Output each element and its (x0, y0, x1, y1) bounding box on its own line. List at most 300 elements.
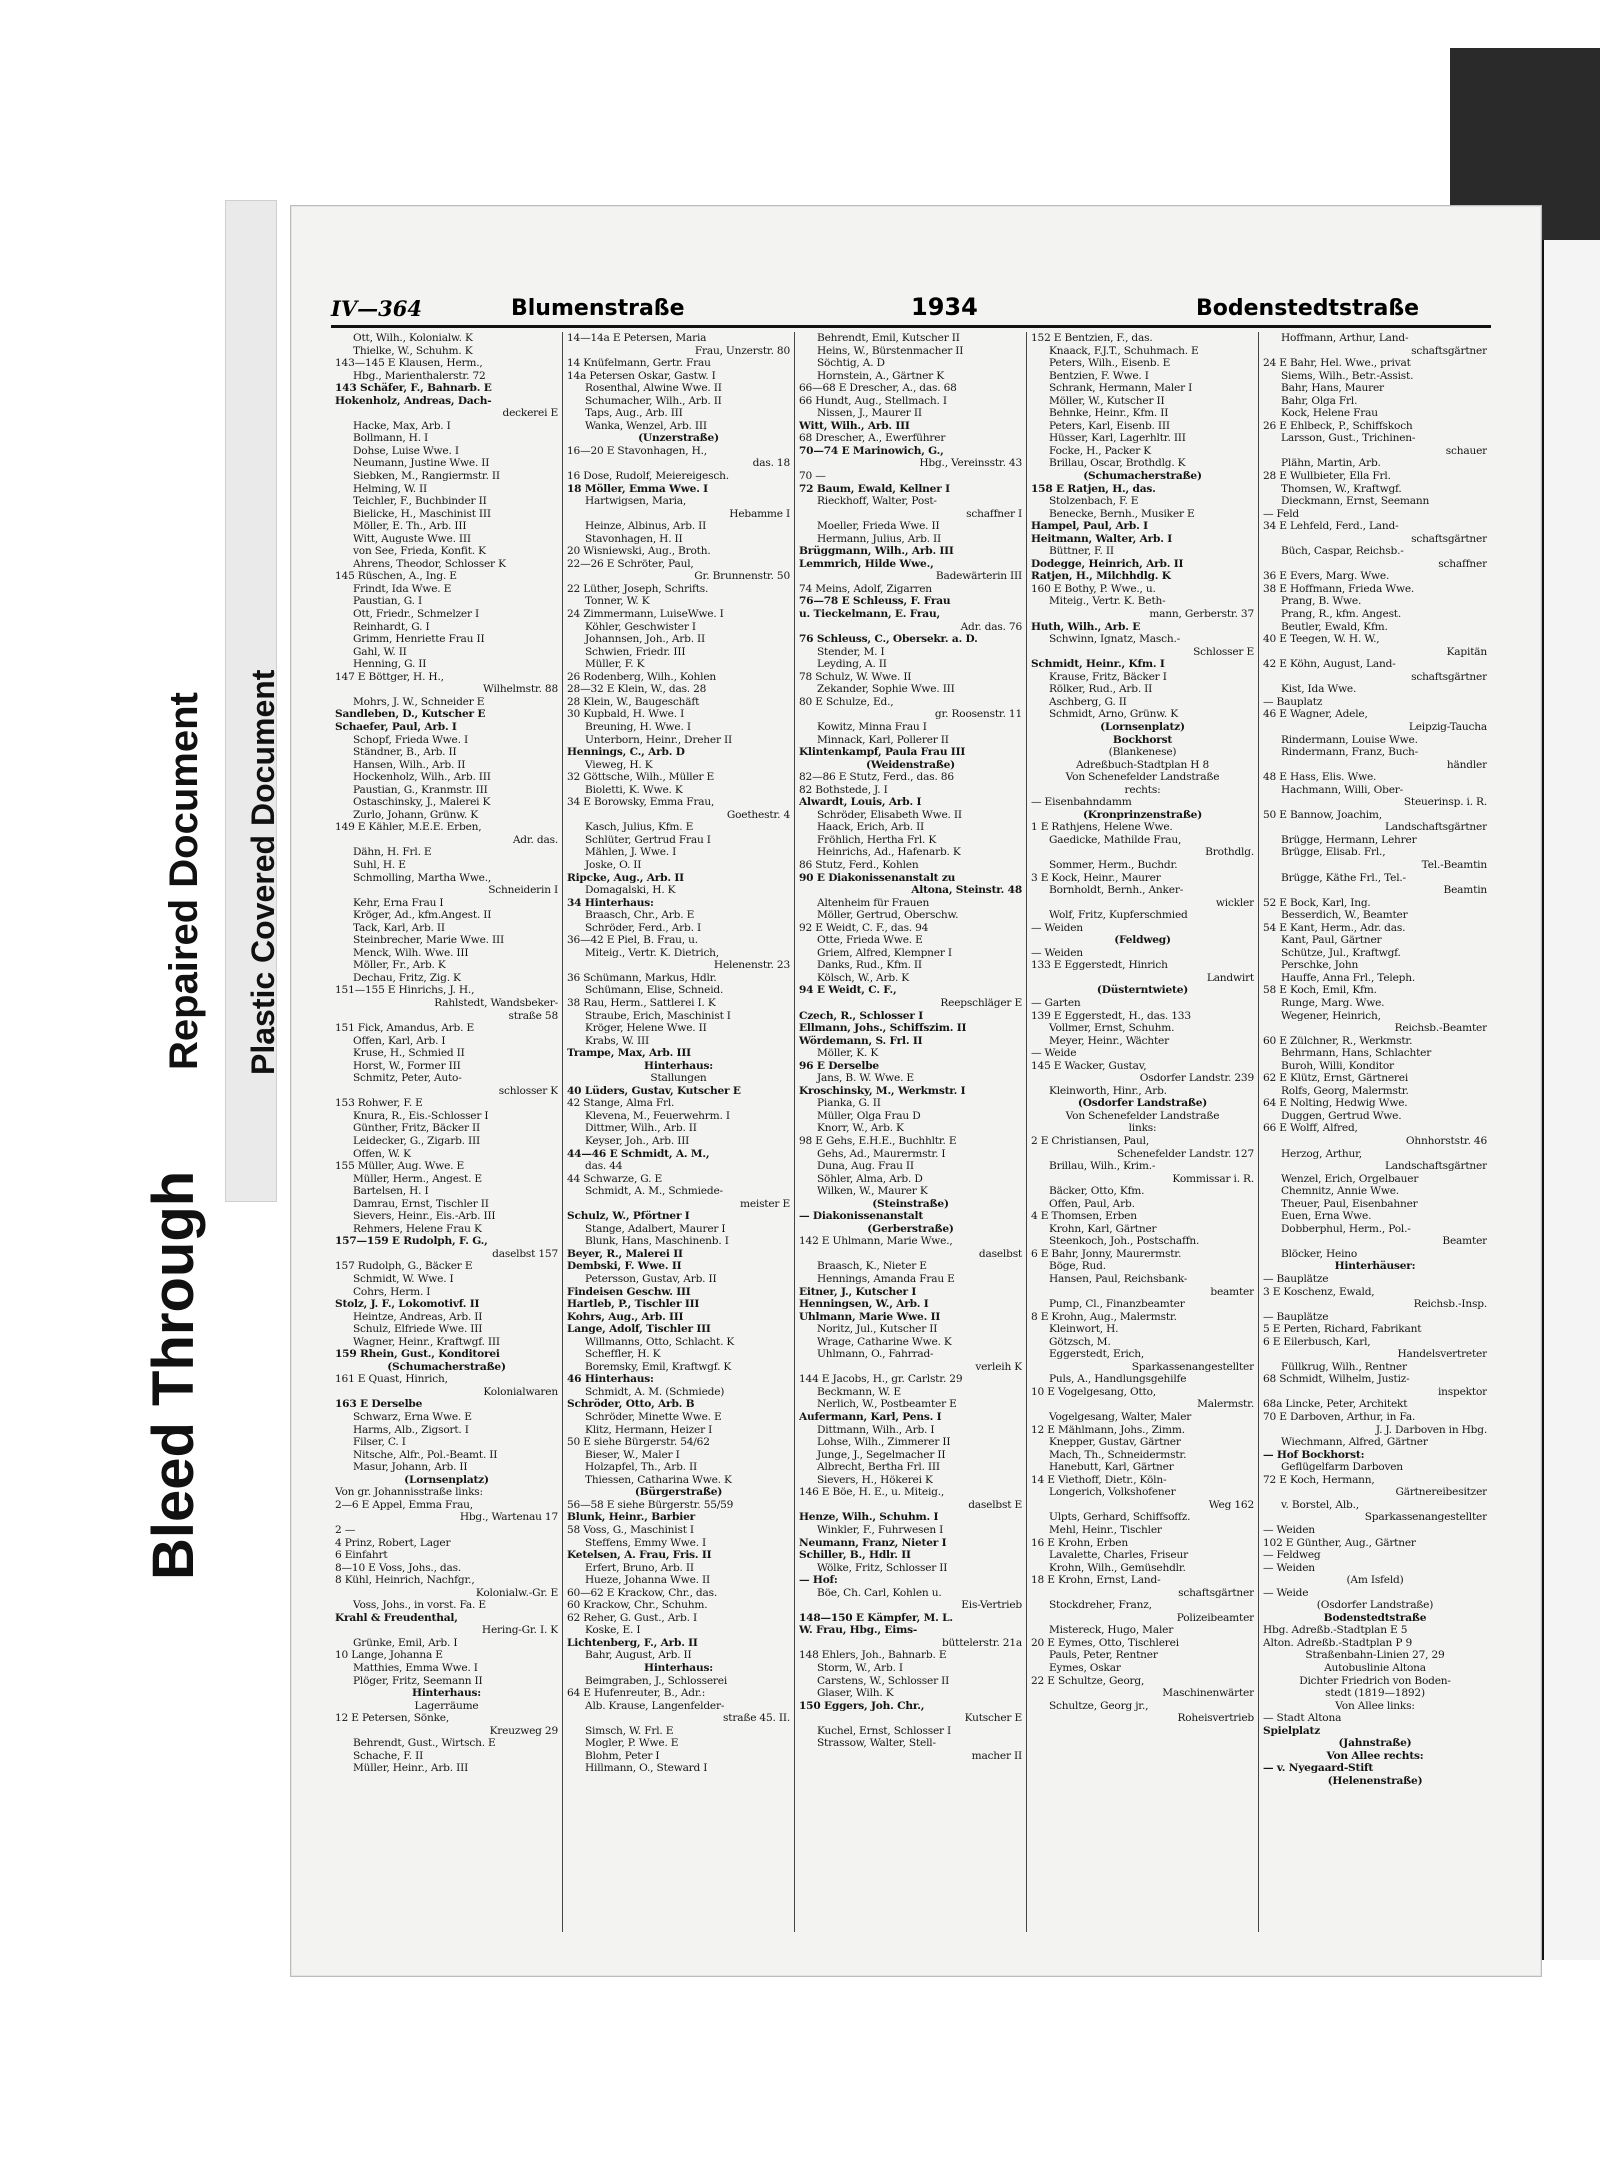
directory-entry: 143 Schäfer, F., Bahnarb. E (335, 382, 492, 395)
directory-entry: — Weiden (1263, 1561, 1315, 1574)
directory-entry: Hillmann, O., Steward I (585, 1762, 708, 1775)
directory-entry: Schmidt, A. M., Schmiede- (585, 1185, 723, 1198)
directory-entry: Kasch, Julius, Kfm. E (585, 821, 694, 834)
directory-entry: Aufermann, Karl, Pens. I (799, 1411, 942, 1424)
directory-entry: Sievers, Heinr., Eis.-Arb. III (353, 1210, 496, 1223)
directory-entry: — Hof: (799, 1574, 838, 1587)
directory-entry: Scheffler, H. K (585, 1348, 661, 1361)
directory-entry: Behnke, Heinr., Kfm. II (1049, 407, 1169, 420)
directory-entry: Leipzig-Taucha (1408, 720, 1487, 733)
directory-entry: 14—14a E Petersen, Maria (567, 332, 707, 344)
directory-entry: Mach, Th., Schneidermstr. (1049, 1448, 1187, 1461)
directory-entry: Harms, Alb., Zigsort. I (353, 1423, 469, 1436)
directory-entry: Nitsche, Alfr., Pol.-Beamt. II (353, 1448, 498, 1461)
directory-entry: straße 58 (508, 1009, 558, 1022)
directory-entry: 8—10 E Voss, Johs., das. (335, 1561, 462, 1574)
directory-entry: Herzog, Arthur, (1281, 1147, 1362, 1160)
directory-entry: 62 E Klütz, Ernst, Gärtnerei (1263, 1072, 1409, 1085)
directory-entry: Storm, W., Arb. I (817, 1661, 903, 1674)
directory-entry: Müller, Herm., Angest. E (353, 1172, 482, 1185)
directory-entry: Peters, Karl, Eisenb. III (1049, 419, 1170, 432)
directory-entry: Menck, Wilh. Wwe. III (353, 946, 469, 959)
directory-entry: Müller, Heinr., Arb. III (353, 1762, 469, 1775)
directory-entry: Alb. Krause, Langenfelder- (585, 1699, 725, 1712)
directory-entry: Gaedicke, Mathilde Frau, (1049, 833, 1182, 846)
directory-entry: 60 E Zülchner, R., Werkmstr. (1263, 1034, 1413, 1047)
directory-entry: Henze, Wilh., Schuhm. I (799, 1511, 939, 1524)
directory-entry: 60—62 E Krackow, Chr., das. (567, 1586, 718, 1599)
directory-entry: Koske, E. I (585, 1624, 641, 1637)
directory-entry: 26 E Ehlbeck, P., Schiffskoch (1263, 419, 1413, 432)
directory-entry: Handelsvertreter (1397, 1348, 1487, 1361)
directory-entry: Ketelsen, A. Frau, Fris. II (567, 1549, 712, 1562)
directory-entry: 50 E Bannow, Joachim, (1263, 808, 1382, 821)
directory-entry: 157 Rudolph, G., Bäcker E (335, 1260, 473, 1273)
directory-entry: Lavalette, Charles, Friseur (1049, 1549, 1188, 1562)
directory-entry: von See, Frieda, Konfit. K (353, 545, 486, 558)
directory-entry: Bollmann, H. I (353, 432, 429, 445)
directory-entry: 148 Ehlers, Joh., Bahnarb. E (799, 1649, 947, 1662)
directory-entry: Krause, Fritz, Bäcker I (1049, 670, 1167, 683)
directory-entry: Stallungen (650, 1072, 707, 1085)
directory-entry: Kleinwort, H. (1049, 1323, 1119, 1336)
directory-entry: 82—86 E Stutz, Ferd., das. 86 (799, 771, 954, 784)
directory-entry: Masur, Johann, Arb. II (353, 1461, 468, 1474)
directory-entry: meister E (739, 1197, 790, 1210)
directory-entry: — Eisenbahndamm (1031, 796, 1132, 809)
directory-entry: Horst, W., Former III (353, 1059, 461, 1072)
directory-entry: Söchtig, A. D (817, 357, 885, 370)
directory-entry: Siebken, M., Rangiermstr. II (353, 470, 500, 483)
directory-entry: Schlüter, Gertrud Frau I (585, 833, 711, 846)
directory-entry: Schröder, Minette Wwe. E (585, 1411, 722, 1424)
directory-entry: Bioletti, K. Wwe. K (585, 783, 683, 796)
directory-entry: Steinbrecher, Marie Wwe. III (353, 934, 504, 947)
directory-entry: — Garten (1031, 996, 1081, 1009)
directory-entry: Schütze, Jul., Kraftwgf. (1281, 946, 1401, 959)
directory-entry: Witt, Auguste Wwe. III (353, 532, 471, 545)
directory-entry: Wanka, Wenzel, Arb. III (585, 419, 707, 432)
directory-entry: Findeisen Geschw. III (567, 1285, 691, 1298)
directory-entry: Kant, Paul, Gärtner (1281, 934, 1382, 947)
directory-entry: Aschberg, G. II (1049, 695, 1127, 708)
directory-entry: Behrendt, Gust., Wirtsch. E (353, 1737, 496, 1750)
directory-entry: Schmolling, Martha Wwe., (353, 871, 492, 884)
directory-entry: 76 Schleuss, C., Obersekr. a. D. (799, 633, 978, 646)
directory-entry: Schache, F. II (353, 1749, 424, 1762)
directory-entry: (Bürgerstraße) (634, 1486, 723, 1499)
directory-entry: 2—6 E Appel, Emma Frau, (335, 1498, 473, 1511)
directory-entry: Ott, Friedr., Schmelzer I (353, 608, 479, 621)
directory-entry: Kohrs, Aug., Arb. III (567, 1310, 684, 1323)
directory-entry: Petersson, Gustav, Arb. II (585, 1273, 717, 1286)
directory-entry: — Bauplatz (1263, 695, 1323, 708)
directory-entry: Plähn, Martin, Arb. (1281, 457, 1381, 470)
directory-entry: 32 Göttsche, Wilh., Müller E (567, 771, 715, 784)
directory-entry: 42 Stange, Alma Frl. (567, 1097, 675, 1110)
directory-entry: Focke, H., Packer K (1049, 444, 1151, 457)
directory-entry: 50 E siehe Bürgerstr. 54/62 (567, 1436, 710, 1449)
directory-entry: 151—155 E Hinrichs, J. H., (335, 984, 475, 997)
directory-entry: Heinrichs, Ad., Hafenarb. K (817, 846, 961, 859)
directory-entry: macher II (971, 1749, 1022, 1762)
directory-entry: 150 Eggers, Joh. Chr., (799, 1699, 925, 1712)
directory-entry: Ahrens, Theodor, Schlosser K (353, 557, 506, 570)
directory-entry: Siems, Wilh., Betr.-Assist. (1281, 369, 1414, 382)
directory-entry: Von gr. Johannisstraße links: (335, 1486, 483, 1499)
directory-entry: Kröger, Helene Wwe. II (585, 1022, 707, 1035)
directory-entry: Huth, Wilh., Arb. E (1031, 620, 1141, 633)
directory-entry: 14a Petersen Oskar, Gastw. I (567, 369, 716, 382)
directory-entry: Zurlo, Johann, Grünw. K (353, 808, 478, 821)
column-5 (1259, 332, 1491, 1932)
directory-entry: 80 E Schulze, Ed., (799, 695, 894, 708)
directory-entry: Krohn, Wilh., Gemüsehdlr. (1049, 1561, 1186, 1574)
directory-entry: Gahl, W. II (353, 645, 407, 658)
directory-entry: Altenheim für Frauen (817, 896, 930, 909)
directory-entry: Paustian, G. I (353, 595, 422, 608)
directory-entry: 68a Lincke, Peter, Architekt (1263, 1398, 1408, 1411)
directory-entry: Eymes, Oskar (1049, 1661, 1121, 1674)
directory-entry: (Weidenstraße) (866, 758, 955, 771)
directory-entry: Eitner, J., Kutscher I (799, 1285, 917, 1298)
directory-entry: Adr. das. (512, 833, 558, 846)
directory-entry: Von Allee links: (1335, 1699, 1415, 1712)
directory-entry: (Jahnstraße) (1338, 1737, 1412, 1750)
directory-entry: Rahlstedt, Wandsbeker- (434, 996, 558, 1009)
directory-entry: Polizeibeamter (1176, 1611, 1254, 1624)
directory-entry: 5 E Perten, Richard, Fabrikant (1263, 1323, 1422, 1336)
directory-entry: 146 E Böe, H. E., u. Miteig., (799, 1486, 945, 1499)
directory-entry: Landschaftsgärtner (1384, 1160, 1487, 1173)
directory-entry: 30 Kupbald, H. Wwe. I (567, 708, 685, 721)
directory-entry: Sommer, Herm., Buchdr. (1049, 858, 1178, 871)
directory-entry: 6 Einfahrt (335, 1549, 388, 1562)
directory-entry: Hartleb, P., Tischler III (567, 1298, 700, 1311)
directory-entry: Sievers, H., Hökerei K (817, 1473, 933, 1486)
directory-entry: Keyser, Joh., Arb. III (585, 1135, 690, 1147)
directory-entry: Kehr, Erna Frau I (353, 896, 444, 909)
directory-entry: Mogler, P. Wwe. E (585, 1737, 679, 1750)
directory-entry: Nissen, J., Maurer II (817, 407, 922, 420)
directory-entry: verleih K (975, 1360, 1022, 1373)
directory-entry: 94 E Weidt, C. F., (799, 984, 897, 997)
directory-entry: 36 E Evers, Marg. Wwe. (1263, 570, 1390, 583)
directory-entry: 8 E Krohn, Aug., Malermstr. (1031, 1310, 1177, 1323)
directory-entry: Möller, K. K (817, 1047, 879, 1060)
directory-entry: Wagner, Heinr., Kraftwgf. III (353, 1335, 500, 1348)
directory-entry: 8 Kühl, Heinrich, Nachfgr., (335, 1574, 475, 1587)
directory-entry: Hinterhaus: (412, 1687, 481, 1700)
directory-entry: Strassow, Walter, Stell- (817, 1737, 936, 1750)
directory-entry: Wiechmann, Alfred, Gärtner (1281, 1436, 1428, 1449)
directory-entry: schauer (1445, 444, 1487, 457)
directory-entry: Beckmann, W. E (817, 1385, 901, 1398)
directory-entry: Stolzenbach, F. E (1049, 495, 1139, 508)
directory-entry: 2 E Christiansen, Paul, (1031, 1135, 1150, 1147)
directory-entry: 133 E Eggerstedt, Hinrich (1031, 959, 1168, 972)
directory-entry: Lohse, Wilh., Zimmerer II (817, 1436, 951, 1449)
directory-entry: Frau, Unzerstr. 80 (694, 344, 790, 357)
directory-entry: Beyer, R., Malerei II (567, 1247, 683, 1260)
directory-entry: Kreuzweg 29 (489, 1724, 558, 1737)
directory-entry: Von Schenefelder Landstraße (1065, 1109, 1220, 1122)
column-2 (563, 332, 795, 1932)
directory-entry: 143—145 E Klausen, Herm., (335, 357, 483, 370)
directory-entry: — Bauplätze (1263, 1310, 1329, 1323)
directory-entry: straße 45. II. (723, 1712, 790, 1725)
directory-entry: Ohnhorststr. 46 (1405, 1135, 1487, 1147)
directory-entry: 145 E Wacker, Gustav, (1031, 1059, 1147, 1072)
directory-entry: Danks, Rud., Kfm. II (817, 959, 922, 972)
directory-entry: Schröder, Elisabeth Wwe. II (817, 808, 962, 821)
directory-entry: Wegener, Heinrich, (1281, 1009, 1381, 1022)
directory-entry: — Weide (1031, 1047, 1077, 1060)
directory-entry: Hennings, Amanda Frau E (817, 1273, 955, 1286)
directory-entry: Knura, R., Eis.-Schlosser I (353, 1109, 489, 1122)
directory-entry: Bartelsen, H. I (353, 1185, 429, 1198)
directory-entry: Altona, Steinstr. 48 (911, 884, 1022, 897)
directory-entry: Henningsen, W., Arb. I (799, 1298, 929, 1311)
directory-entry: 158 E Ratjen, H., das. (1031, 482, 1156, 495)
facing-page-edge (1540, 240, 1600, 1960)
directory-entry: Stange, Adalbert, Maurer I (585, 1222, 726, 1235)
directory-entry: daselbst E (968, 1498, 1022, 1511)
directory-entry: Kist, Ida Wwe. (1281, 683, 1357, 696)
directory-entry: Schulz, Elfriede Wwe. III (353, 1323, 483, 1336)
directory-entry: Duna, Aug. Frau II (817, 1160, 914, 1173)
directory-entry: 64 E Nolting, Hedwig Wwe. (1263, 1097, 1408, 1110)
directory-entry: Alton. Adreßb.-Stadtplan P 9 (1263, 1636, 1412, 1649)
directory-entry: 92 E Weidt, C. F., das. 94 (799, 921, 929, 934)
directory-entry: 42 E Köhn, August, Land- (1263, 658, 1396, 671)
directory-entry: 62 Reher, G. Gust., Arb. I (567, 1611, 697, 1624)
directory-entry: 72 Baum, Ewald, Kellner I (799, 482, 950, 495)
page-header (331, 291, 1491, 328)
directory-entry: 152 E Bentzien, F., das. (1031, 332, 1153, 344)
directory-entry: (Schumacherstraße) (1083, 470, 1202, 483)
directory-entry: 38 E Hoffmann, Frieda Wwe. (1263, 582, 1415, 595)
directory-entry: — Weiden (1031, 946, 1083, 959)
directory-entry: Wilhelmstr. 88 (482, 683, 558, 696)
directory-entry: Vieweg, H. K (585, 758, 653, 771)
directory-entry: Miteig., Vertr. K. Beth- (1049, 595, 1166, 608)
directory-entry: Rieckhoff, Walter, Post- (817, 495, 937, 508)
directory-entry: Bornholdt, Bernh., Anker- (1049, 884, 1184, 897)
directory-entry: Schmidt, Heinr., Kfm. I (1031, 658, 1165, 671)
directory-entry: Söhler, Alma, Arb. D (817, 1172, 923, 1185)
directory-entry: Schultze, Georg jr., (1049, 1699, 1149, 1712)
directory-entry: Knorr, W., Arb. K (817, 1122, 904, 1135)
directory-entry: Griem, Alfred, Klempner I (817, 946, 952, 959)
directory-entry: 159 Rhein, Gust., Konditorei (335, 1348, 500, 1361)
directory-entry: 70 E Darboven, Arthur, in Fa. (1263, 1411, 1416, 1424)
directory-entry: Albrecht, Bertha Frl. III (817, 1461, 940, 1474)
directory-entry: (Düsterntwiete) (1096, 984, 1189, 997)
directory-entry: Boremsky, Emil, Kraftwgf. K (585, 1360, 732, 1373)
directory-entry: 28—32 E Klein, W., das. 28 (567, 683, 707, 696)
directory-entry: Braasch, K., Nieter E (817, 1260, 927, 1273)
directory-entry: Dobberphul, Herm., Pol.- (1281, 1222, 1411, 1235)
directory-entry: Frindt, Ida Wwe. E (353, 582, 452, 595)
directory-entry: 4 E Thomsen, Erben (1031, 1210, 1137, 1223)
directory-entry: 12 E Petersen, Sönke, (335, 1712, 450, 1725)
column-1 (331, 332, 563, 1932)
directory-entry: Gärtnereibesitzer (1395, 1486, 1487, 1499)
directory-entry: — Weiden (1031, 921, 1083, 934)
bleed-through-label: Bleed Through (141, 1170, 206, 1580)
directory-entry: Buroh, Willi, Konditor (1281, 1059, 1394, 1072)
directory-entry: Lichtenberg, F., Arb. II (567, 1636, 698, 1649)
directory-entry: Schwarz, Erna Wwe. E (353, 1411, 472, 1424)
directory-entry: 38 Rau, Herm., Sattlerei I. K (567, 996, 716, 1009)
directory-entry: Wördemann, S. Frl. II (799, 1034, 923, 1047)
directory-entry: Braasch, Chr., Arb. E (585, 909, 695, 922)
directory-entry: Blöcker, Heino (1281, 1247, 1358, 1260)
directory-entry: Alwardt, Louis, Arb. I (799, 796, 922, 809)
directory-entry: (Feldweg) (1114, 934, 1171, 947)
directory-entry: Unterborn, Heinr., Dreher II (585, 733, 732, 746)
header-right-street: Bodenstedtstraße (1196, 296, 1420, 321)
directory-entry: Pump, Cl., Finanzbeamter (1049, 1298, 1185, 1311)
directory-entry: Matthies, Emma Wwe. I (353, 1661, 478, 1674)
directory-entry: Möller, W., Kutscher II (1049, 394, 1165, 407)
directory-entry: — Hof Bockhorst: (1263, 1448, 1365, 1461)
directory-entry: Breuning, H. Wwe. I (585, 720, 691, 733)
directory-entry: Minnack, Karl, Pollerer II (817, 733, 949, 746)
directory-entry: Kleinworth, Hinr., Arb. (1049, 1084, 1167, 1097)
directory-entry: Heinze, Albinus, Arb. II (585, 520, 707, 533)
directory-entry: — Stadt Altona (1263, 1712, 1342, 1725)
directory-entry: Hartwigsen, Maria, (585, 495, 687, 508)
directory-entry: das. 18 (752, 457, 790, 470)
directory-entry: Bentzien, F. Wwe. I (1049, 369, 1149, 382)
directory-entry: Ellmann, Johs., Schiffszim. II (799, 1022, 967, 1035)
directory-entry: Straube, Erich, Maschinist I (585, 1009, 731, 1022)
directory-entry: Böe, Ch. Carl, Kohlen u. (817, 1586, 942, 1599)
directory-entry: Roheisvertrieb (1177, 1712, 1254, 1725)
directory-entry: 10 E Vogelgesang, Otto, (1031, 1385, 1156, 1398)
directory-entry: Chemnitz, Annie Wwe. (1281, 1185, 1399, 1198)
document-page (290, 205, 1542, 1977)
directory-entry: 1 E Rathjens, Helene Wwe. (1031, 821, 1173, 834)
directory-entry: stedt (1819—1892) (1325, 1687, 1425, 1700)
directory-entry: Rölker, Rud., Arb. II (1049, 683, 1153, 696)
directory-entry: Hering-Gr. I. K (481, 1624, 558, 1637)
directory-entry: Zekander, Sophie Wwe. III (817, 683, 955, 696)
directory-entry: Joske, O. II (585, 858, 642, 871)
directory-entry: J. J. Darboven in Hbg. (1375, 1423, 1487, 1436)
directory-entry: 90 E Diakonissenanstalt zu (799, 871, 956, 884)
directory-entry: Trampe, Max, Arb. III (567, 1047, 691, 1060)
directory-entry: 60 Krackow, Chr., Schuhm. (567, 1599, 708, 1612)
directory-entry: Straßenbahn-Linien 27, 29 (1305, 1649, 1445, 1662)
directory-entry: Sparkassenangestellter (1131, 1360, 1254, 1373)
directory-entry: Hinterhaus: (644, 1059, 713, 1072)
directory-entry: Neumann, Justine Wwe. II (353, 457, 490, 470)
directory-entry: Schmitz, Peter, Auto- (353, 1072, 462, 1085)
directory-entry: Heins, W., Bürstenmacher II (817, 344, 964, 357)
directory-entry: 161 E Quast, Hinrich, (335, 1373, 448, 1386)
directory-entry: Klitz, Hermann, Heizer I (585, 1423, 713, 1436)
directory-entry: (Unzerstraße) (638, 432, 719, 445)
directory-entry: Eggerstedt, Erich, (1049, 1348, 1145, 1361)
directory-entry: 2 — (335, 1523, 356, 1536)
directory-entry: Behrendt, Emil, Kutscher II (817, 332, 960, 344)
directory-entry: Kutscher E (964, 1712, 1022, 1725)
directory-entry: Dodegge, Heinrich, Arb. II (1031, 557, 1184, 570)
directory-entry: Tack, Karl, Arb. II (353, 921, 445, 934)
directory-entry: 4 Prinz, Robert, Lager (335, 1536, 451, 1549)
directory-entry: Schröder, Otto, Arb. B (567, 1398, 695, 1411)
directory-entry: Götzsch, M. (1049, 1335, 1111, 1348)
directory-entry: 78 Schulz, W. Wwe. II (799, 670, 912, 683)
directory-entry: Dittmer, Wilh., Arb. II (585, 1122, 697, 1135)
directory-entry: Lange, Adolf, Tischler III (567, 1323, 711, 1336)
directory-entry: Taps, Aug., Arb. III (585, 407, 683, 420)
directory-entry: Haack, Erich, Arb. II (817, 821, 925, 834)
directory-entry: Stender, M. I (817, 645, 885, 658)
directory-entry: Günther, Fritz, Bäcker II (353, 1122, 480, 1135)
directory-entry: Böge, Rud. (1049, 1260, 1106, 1273)
directory-entry: Müller, F. K (585, 658, 645, 671)
directory-entry: Johannsen, Joh., Arb. II (585, 633, 706, 646)
directory-entry: Vogelgesang, Walter, Maler (1049, 1411, 1192, 1424)
directory-entry: Kolonialwaren (483, 1385, 558, 1398)
directory-entry: 46 E Wagner, Adele, (1263, 708, 1368, 721)
directory-entry: Maschinenwärter (1162, 1687, 1254, 1700)
directory-entry: Brillau, Oscar, Brothdlg. K (1049, 457, 1186, 470)
directory-entry: 139 E Eggerstedt, H., das. 133 (1031, 1009, 1191, 1022)
directory-entry: Damrau, Ernst, Tischler II (353, 1197, 489, 1210)
directory-entry: 74 Meins, Adolf, Zigarren (799, 582, 932, 595)
directory-entry: 86 Stutz, Ferd., Kohlen (799, 858, 919, 871)
directory-entry: 98 E Gehs, E.H.E., Buchhltr. E (799, 1135, 957, 1147)
directory-entry: Runge, Marg. Wwe. (1281, 996, 1385, 1009)
directory-entry: schaftsgärtner (1411, 670, 1487, 683)
directory-entry: schaffner (1438, 557, 1487, 570)
directory-entry: 76—78 E Schleuss, F. Frau (799, 595, 951, 608)
directory-entry: 36 Schümann, Markus, Hdlr. (567, 971, 717, 984)
directory-entry: 142 E Uhlmann, Marie Wwe., (799, 1235, 953, 1248)
directory-entry: (Osdorfer Landstraße) (1077, 1097, 1208, 1110)
directory-entry: Erfert, Bruno, Arb. II (585, 1561, 694, 1574)
directory-entry: Schaefer, Paul, Arb. I (335, 720, 457, 733)
directory-entry: Reichsb.-Insp. (1413, 1298, 1487, 1311)
directory-entry: Schumacher, Wilh., Arb. II (585, 394, 722, 407)
directory-entry: Stavonhagen, H. II (585, 532, 683, 545)
directory-entry: Hornstein, A., Gärtner K (817, 369, 944, 382)
directory-entry: (Lornsenplatz) (1100, 720, 1185, 733)
directory-entry: Rolfs, Georg, Malermstr. (1281, 1084, 1409, 1097)
directory-entry: Domagalski, H. K (585, 884, 676, 897)
directory-entry: 10 Lange, Johanna E (335, 1649, 443, 1662)
directory-entry: Benecke, Bernh., Musiker E (1049, 507, 1195, 520)
directory-entry: Brillau, Wilh., Krim.- (1049, 1160, 1156, 1173)
directory-entry: Hansen, Paul, Reichsbank- (1049, 1273, 1188, 1286)
directory-entry: 18 Möller, Emma Wwe. I (567, 482, 708, 495)
directory-entry: deckerei E (502, 407, 558, 420)
directory-entry: 34 Hinterhaus: (567, 896, 654, 909)
directory-entry: Plöger, Fritz, Seemann II (353, 1674, 483, 1687)
directory-entry: Wenzel, Erich, Orgelbauer (1281, 1172, 1419, 1185)
directory-entry: 40 E Teegen, W. H. W., (1263, 633, 1380, 646)
directory-entry: Beamter (1442, 1235, 1487, 1248)
directory-entry: Rehmers, Helene Frau K (353, 1222, 482, 1235)
directory-entry: schaftsgärtner (1411, 344, 1487, 357)
column-4 (1027, 332, 1259, 1932)
directory-entry: Bielicke, H., Maschinist III (353, 507, 491, 520)
